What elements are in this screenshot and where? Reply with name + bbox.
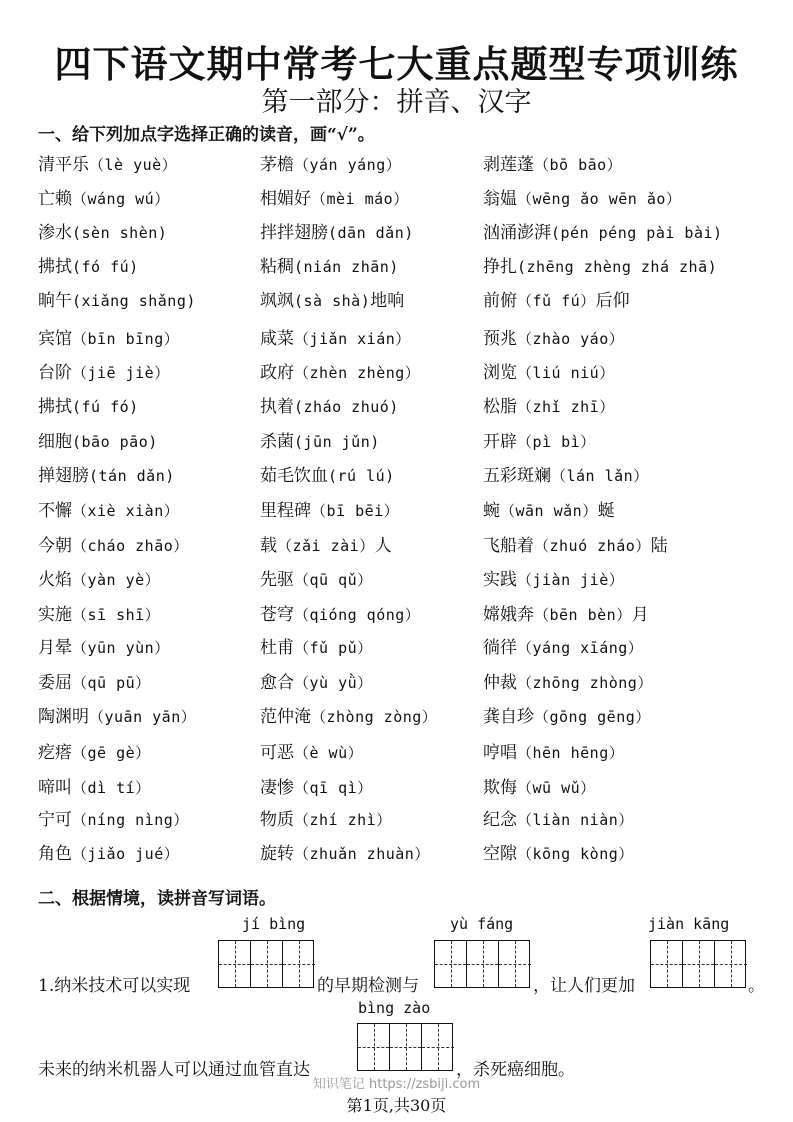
pronunciation-options[interactable]: （jiǎn xián） [294,330,411,348]
question-row [38,218,778,248]
pronunciation-options[interactable]: (fó fú) [72,258,139,276]
question-row [38,324,778,354]
sentence-1-part2: 的早期检测与 [317,976,419,996]
question-word: 载 [260,536,277,556]
question-word: 拂拭 [38,397,72,417]
question-word: 可恶 [260,743,294,763]
pronunciation-options[interactable]: (sèn shèn) [72,224,168,242]
question-item [483,839,634,864]
question-word: 汹涌澎湃 [483,223,551,243]
question-row [38,565,778,595]
pronunciation-options[interactable]: （xiè xiàn） [72,502,180,520]
question-word: 嫦娥奔 [483,605,534,625]
pronunciation-options[interactable]: （jiē jiè） [72,364,170,382]
question-item [38,702,196,727]
pronunciation-options[interactable]: （zhòng zòng） [311,708,438,726]
question-item [483,392,615,417]
pronunciation-options[interactable]: （yáng xīáng） [517,639,644,657]
question-word: 翁媪 [483,189,517,209]
question-item [483,358,615,383]
question-word: 欺侮 [483,778,517,798]
question-item [38,358,170,383]
question-item [38,565,160,590]
question-item [38,805,189,830]
question-item [38,252,139,277]
question-item [483,668,653,693]
pinyin-label: jí bìng [242,915,306,933]
question-word: 渗水 [38,223,72,243]
pronunciation-options[interactable]: （zhèn zhèng） [294,364,421,382]
question-word: 角色 [38,844,72,864]
question-word: 委屈 [38,673,72,693]
pronunciation-options[interactable]: （jiǎo jué） [72,845,180,863]
pronunciation-options[interactable]: （zhí zhì） [294,811,392,829]
question-word-suffix: 陆 [650,536,668,556]
question-item [38,773,151,798]
question-item [260,773,373,798]
question-row [38,668,778,698]
writing-box-4[interactable] [357,1023,453,1071]
question-item [260,358,420,383]
question-row [38,150,778,180]
question-word: 空隙 [483,844,517,864]
question-word: 浏览 [483,363,517,383]
question-item [483,805,634,830]
question-word: 粘稠 [260,257,294,277]
question-item [483,600,649,625]
question-item [38,531,189,556]
question-item [483,218,723,243]
question-item [38,427,158,452]
question-item [260,184,409,209]
question-word: 龚自珍 [483,707,534,727]
question-word-suffix: 地响 [370,291,405,311]
question-word: 茅檐 [260,155,294,175]
question-item [38,668,151,693]
section2-heading: 二、根据情境，读拼音写词语。 [38,889,276,909]
pronunciation-options[interactable]: （hēn hēng） [517,744,625,762]
question-item [483,324,624,349]
pronunciation-options[interactable]: （cháo zhāo） [72,537,189,555]
pronunciation-options[interactable]: (dān dǎn) [328,224,414,242]
question-word: 愈合 [260,673,294,693]
question-word: 先驱 [260,570,294,590]
question-word: 杀菌 [260,432,294,452]
question-item [260,252,399,277]
watermark: 知识笔记 https://zsbiji.com [312,1077,481,1092]
question-row [38,358,778,388]
question-word: 拌拌翅膀 [260,223,328,243]
question-item [483,738,624,763]
question-item [38,839,179,864]
question-word: 执着 [260,397,294,417]
pronunciation-options[interactable]: （yàn yè） [72,571,161,589]
pinyin-label: bìng zào [358,999,431,1017]
question-item [38,184,170,209]
question-item [38,633,170,658]
question-item [260,531,392,556]
question-word: 政府 [260,363,294,383]
question-row [38,252,778,282]
question-row [38,773,778,803]
question-item [483,252,717,277]
question-row [38,531,778,561]
pronunciation-options[interactable]: （lán lǎn） [551,467,649,485]
pronunciation-options[interactable]: （yù yǜ） [294,674,373,692]
question-word: 剥莲蓬 [483,155,534,175]
question-row [38,184,778,214]
pronunciation-options[interactable]: （pì bì） [517,433,596,451]
question-word: 实践 [483,570,517,590]
question-row [38,496,778,526]
question-word: 松脂 [483,397,517,417]
pronunciation-options[interactable]: (tán dǎn) [89,467,175,485]
pronunciation-options[interactable]: （zhǐ zhī） [517,398,615,416]
pronunciation-options[interactable]: (nián zhān) [294,258,399,276]
pronunciation-options[interactable]: （fǔ pǔ） [294,639,373,657]
question-row [38,839,778,869]
pronunciation-options[interactable]: (zhēng zhèng zhá zhā) [517,258,718,276]
question-word: 今朝 [38,536,72,556]
pronunciation-options[interactable]: （sī shī） [72,606,161,624]
question-item [38,324,179,349]
pronunciation-options[interactable]: （liàn niàn） [517,811,634,829]
question-word: 亡赖 [38,189,72,209]
pronunciation-options[interactable]: （yūn yùn） [72,639,170,657]
question-item [260,839,430,864]
question-word: 挣扎 [483,257,517,277]
question-word-suffix: 月 [631,605,649,625]
question-word: 五彩斑斓 [483,466,551,486]
question-word: 凄惨 [260,778,294,798]
question-word-suffix: 人 [374,536,392,556]
question-word: 开辟 [483,432,517,452]
question-row [38,461,778,491]
pronunciation-options[interactable]: （yuān yān） [89,708,197,726]
question-item [483,702,651,727]
question-word: 苍穹 [260,605,294,625]
writing-box-3[interactable] [650,940,746,988]
question-row [38,286,778,316]
question-word: 疙瘩 [38,743,72,763]
question-item [260,633,373,658]
question-item [483,633,643,658]
section1-heading: 一、给下列加点字选择正确的读音，画“√”。 [38,125,375,145]
pronunciation-options[interactable]: (sà shà) [294,292,371,310]
question-item [260,565,373,590]
pinyin-label: jiàn kāng [648,915,730,933]
question-word: 掸翅膀 [38,466,89,486]
question-item [38,218,167,243]
question-word-suffix: 后仰 [595,291,630,311]
question-word: 纪念 [483,810,517,830]
pronunciation-options[interactable]: （wáng wú） [72,190,170,208]
sentence-2-part1: 未来的纳米机器人可以通过血管直达 [38,1060,310,1080]
question-item [260,702,437,727]
question-item [260,738,363,763]
pronunciation-options[interactable]: （dì tí） [72,779,151,797]
question-word: 飞船着 [483,536,534,556]
pronunciation-options[interactable]: （zhuǎn zhuàn） [294,845,430,863]
pronunciation-options[interactable]: (jūn jǔn) [294,433,380,451]
page-subtitle: 第一部分：拼音、汉字 [261,87,532,118]
question-item [260,324,411,349]
question-item [483,184,681,209]
question-item [260,600,420,625]
question-item [38,286,196,311]
pronunciation-options[interactable]: （gōng gēng） [534,708,651,726]
pronunciation-options[interactable]: （qióng qóng） [294,606,421,624]
question-word: 仲裁 [483,673,517,693]
pronunciation-options[interactable]: （zhào yáo） [517,330,625,348]
question-item [260,496,399,521]
question-item [260,286,404,311]
question-item [483,531,668,556]
pronunciation-options[interactable]: （kōng kòng） [517,845,634,863]
question-word: 范仲淹 [260,707,311,727]
pronunciation-options[interactable]: （yán yáng） [294,156,402,174]
pronunciation-options[interactable]: （liú niú） [517,364,615,382]
question-word: 徜徉 [483,638,517,658]
pronunciation-options[interactable]: （qī qì） [294,779,373,797]
pronunciation-options[interactable]: （jiàn jiè） [517,571,625,589]
question-item [38,496,179,521]
question-word: 物质 [260,810,294,830]
question-item [38,392,139,417]
writing-box-1[interactable] [218,940,314,988]
question-item [260,392,399,417]
question-item [260,150,401,175]
question-item [260,461,395,486]
question-row [38,805,778,835]
question-word: 杜甫 [260,638,294,658]
pronunciation-options[interactable]: （wān wǎn） [500,502,598,520]
pronunciation-options[interactable]: （wēng ǎo wēn ǎo） [517,190,682,208]
pronunciation-options[interactable]: （fǔ fú） [517,292,596,310]
question-word: 月晕 [38,638,72,658]
question-word: 前俯 [483,291,517,311]
pronunciation-options[interactable]: （níng nìng） [72,811,189,829]
sentence-1-part1: 1.纳米技术可以实现 [38,976,191,996]
question-word: 宾馆 [38,329,72,349]
writing-box-2[interactable] [434,940,530,988]
pronunciation-options[interactable]: （bēn bèn） [534,606,632,624]
pinyin-label: yù fáng [450,915,514,933]
pronunciation-options[interactable]: （zǎi zài） [277,537,375,555]
question-word: 火焰 [38,570,72,590]
question-item [483,461,649,486]
pronunciation-options[interactable]: （zhuó zháo） [534,537,651,555]
question-word: 咸菜 [260,329,294,349]
question-item [260,218,414,243]
pronunciation-options[interactable]: （bō bāo） [534,156,623,174]
question-word: 里程碑 [260,501,311,521]
pronunciation-options[interactable]: （gē gè） [72,744,151,762]
question-item [483,286,630,311]
question-row [38,738,778,768]
question-row [38,392,778,422]
sentence-2-part2: ，杀死癌细胞。 [456,1060,575,1080]
question-item [483,773,596,798]
question-word: 宁可 [38,810,72,830]
question-item [38,600,160,625]
question-word: 清平乐 [38,155,89,175]
page-title: 四下语文期中常考七大重点题型专项训练 [54,42,739,86]
pronunciation-options[interactable]: （lè yuè） [89,156,178,174]
question-word: 啼叫 [38,778,72,798]
question-item [38,461,175,486]
question-item [38,150,177,175]
question-word: 飒飒 [260,291,294,311]
question-item [483,496,615,521]
page-number: 第1页,共30页 [346,1096,447,1115]
pronunciation-options[interactable]: (pén péng pài bài) [551,224,723,242]
pronunciation-options[interactable]: （wū wǔ） [517,779,596,797]
question-item [260,805,392,830]
question-word: 晌午 [38,291,72,311]
question-word: 拂拭 [38,257,72,277]
question-word: 茹毛饮血 [260,466,328,486]
question-item [260,668,373,693]
pronunciation-options[interactable]: （qū qǔ） [294,571,373,589]
question-word: 旋转 [260,844,294,864]
question-word: 蜿 [483,501,500,521]
question-word: 相媚好 [260,189,311,209]
pronunciation-options[interactable]: (bāo pāo) [72,433,158,451]
pronunciation-options[interactable]: (xiǎng shǎng) [72,292,196,310]
question-item [483,150,622,175]
sentence-1-part3: ，让人们更加 [533,976,635,996]
pronunciation-options[interactable]: （qū pū） [72,674,151,692]
question-word: 预兆 [483,329,517,349]
question-word: 细胞 [38,432,72,452]
question-row [38,633,778,663]
pronunciation-options[interactable]: （bīn bīng） [72,330,180,348]
question-row [38,600,778,630]
pronunciation-options[interactable]: (fú fó) [72,398,139,416]
question-row [38,427,778,457]
question-word: 台阶 [38,363,72,383]
question-word: 哼唱 [483,743,517,763]
pronunciation-options[interactable]: （mèi máo） [311,190,409,208]
question-item [483,565,624,590]
question-word-suffix: 蜒 [597,501,615,521]
question-word: 不懈 [38,501,72,521]
sentence-1-part4: 。 [748,976,765,996]
pronunciation-options[interactable]: （bī bēi） [311,502,400,520]
question-item [260,427,380,452]
question-row [38,702,778,732]
pronunciation-options[interactable]: （zhōng zhòng） [517,674,653,692]
question-item [38,738,151,763]
question-item [483,427,596,452]
question-word: 陶渊明 [38,707,89,727]
pronunciation-options[interactable]: （è wù） [294,744,364,762]
question-word: 实施 [38,605,72,625]
pronunciation-options[interactable]: (zháo zhuó) [294,398,399,416]
pronunciation-options[interactable]: (rú lú) [328,467,395,485]
